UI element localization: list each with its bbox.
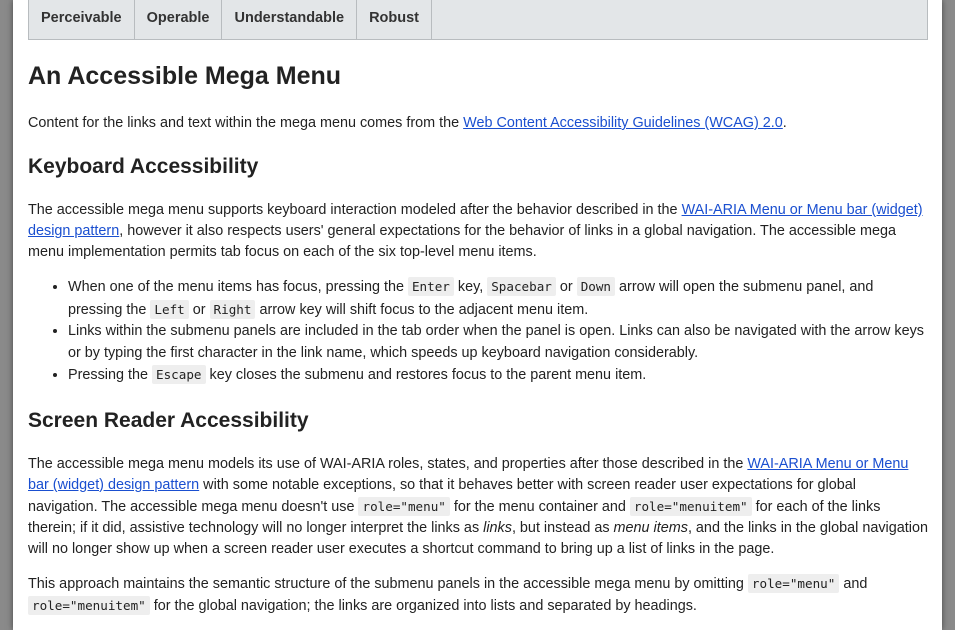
list-item: • Links within the submenu panels are included in the tab order when the panel is open. Links can also be navigated with the arrow keys or by typing the first character in the link name, which speeds up keyboard navigation considerably. — [68, 321, 928, 364]
nav-item-operable[interactable]: Operable — [135, 0, 223, 39]
page — [13, 0, 942, 630]
text: with some notable exceptions, so that it behaves better with screen reader user expectations for global navigation. The accessible mega menu doesn't use — [28, 476, 856, 515]
keyboard-heading: Keyboard Accessibility — [28, 155, 259, 178]
code-escape: Escape — [152, 365, 206, 384]
code-left: Left — [150, 300, 188, 319]
code-down: Down — [577, 277, 615, 296]
wcag-link[interactable]: Web Content Accessibility Guidelines (WCAG) 2.0 — [463, 115, 783, 131]
text: arrow will open the submenu panel, and pressing the — [68, 279, 874, 318]
keyboard-paragraph — [28, 200, 928, 263]
keyboard-text: The accessible mega menu supports keyboard interaction modeled after the behavior described in the — [28, 202, 682, 218]
text: The accessible mega menu models its use of WAI-ARIA roles, states, and properties after those described in the — [28, 455, 748, 472]
text: , and the links in the global navigation will no longer show up when a screen reader user executes a shortcut command to bring up a list of links in the page. — [28, 519, 928, 557]
code-role-menuitem: role="menuitem" — [630, 497, 752, 516]
intro-text: Content for the links and text within the mega menu comes from the — [28, 115, 464, 131]
wai-aria-link[interactable]: WAI-ARIA Menu or Menu bar (widget) design pattern — [28, 202, 923, 239]
text: When one of the menu items has focus, pressing the — [68, 279, 408, 295]
text: for the global navigation; the links are organized into lists and separated by headings. — [149, 597, 697, 614]
screen-reader-paragraph — [28, 454, 928, 560]
screen-reader-heading: Screen Reader Accessibility — [28, 408, 309, 432]
emphasis-links: links — [483, 519, 512, 536]
code-enter: Enter — [408, 277, 454, 296]
mega-menu-nav — [28, 0, 928, 40]
text: for each of the links therein; if it did, assistive technology will no longer interpret the links as — [28, 498, 881, 536]
nav-item-perceivable[interactable]: Perceivable — [29, 0, 135, 39]
text: key, — [453, 279, 488, 295]
list-item — [68, 364, 928, 387]
text: or — [188, 301, 210, 318]
text: This approach maintains the semantic structure of the submenu panels in the accessible mega menu by omitting — [28, 575, 748, 592]
keyboard-text-end: , however it also respects users' general expectations for the behavior of links in a global navigation. The accessible mega menu implementation permits tab focus on each of the six top-level menu items. — [28, 223, 897, 260]
nav-item-robust[interactable]: Robust — [357, 0, 432, 39]
code-role-menuitem: role="menuitem" — [28, 596, 150, 615]
code-role-menu: role="menu" — [358, 497, 449, 516]
text: key closes the submenu and restores focus to the parent menu item. — [205, 367, 647, 383]
text: and — [839, 575, 868, 592]
intro-text-end: . — [782, 115, 787, 131]
text: , but instead as — [511, 519, 614, 536]
code-spacebar: Spacebar — [487, 277, 556, 296]
text: arrow key will shift focus to the adjacent menu item. — [255, 301, 589, 318]
wai-aria-link-2[interactable]: WAI-ARIA Menu or Menu bar (widget) design pattern — [28, 455, 909, 493]
text: Pressing the — [68, 367, 152, 383]
text: or — [555, 279, 577, 295]
nav-item-understandable[interactable]: Understandable — [222, 0, 357, 39]
emphasis-menu-items: menu items — [613, 519, 688, 536]
code-right: Right — [210, 300, 256, 319]
keyboard-list — [28, 276, 928, 387]
page-title: An Accessible Mega Menu — [28, 62, 342, 90]
list-item — [68, 276, 928, 321]
code-role-menu: role="menu" — [748, 574, 839, 593]
screen-reader-paragraph-2 — [28, 573, 928, 617]
content — [28, 0, 928, 617]
text: for the menu container and — [449, 498, 630, 515]
intro-paragraph — [28, 113, 928, 134]
